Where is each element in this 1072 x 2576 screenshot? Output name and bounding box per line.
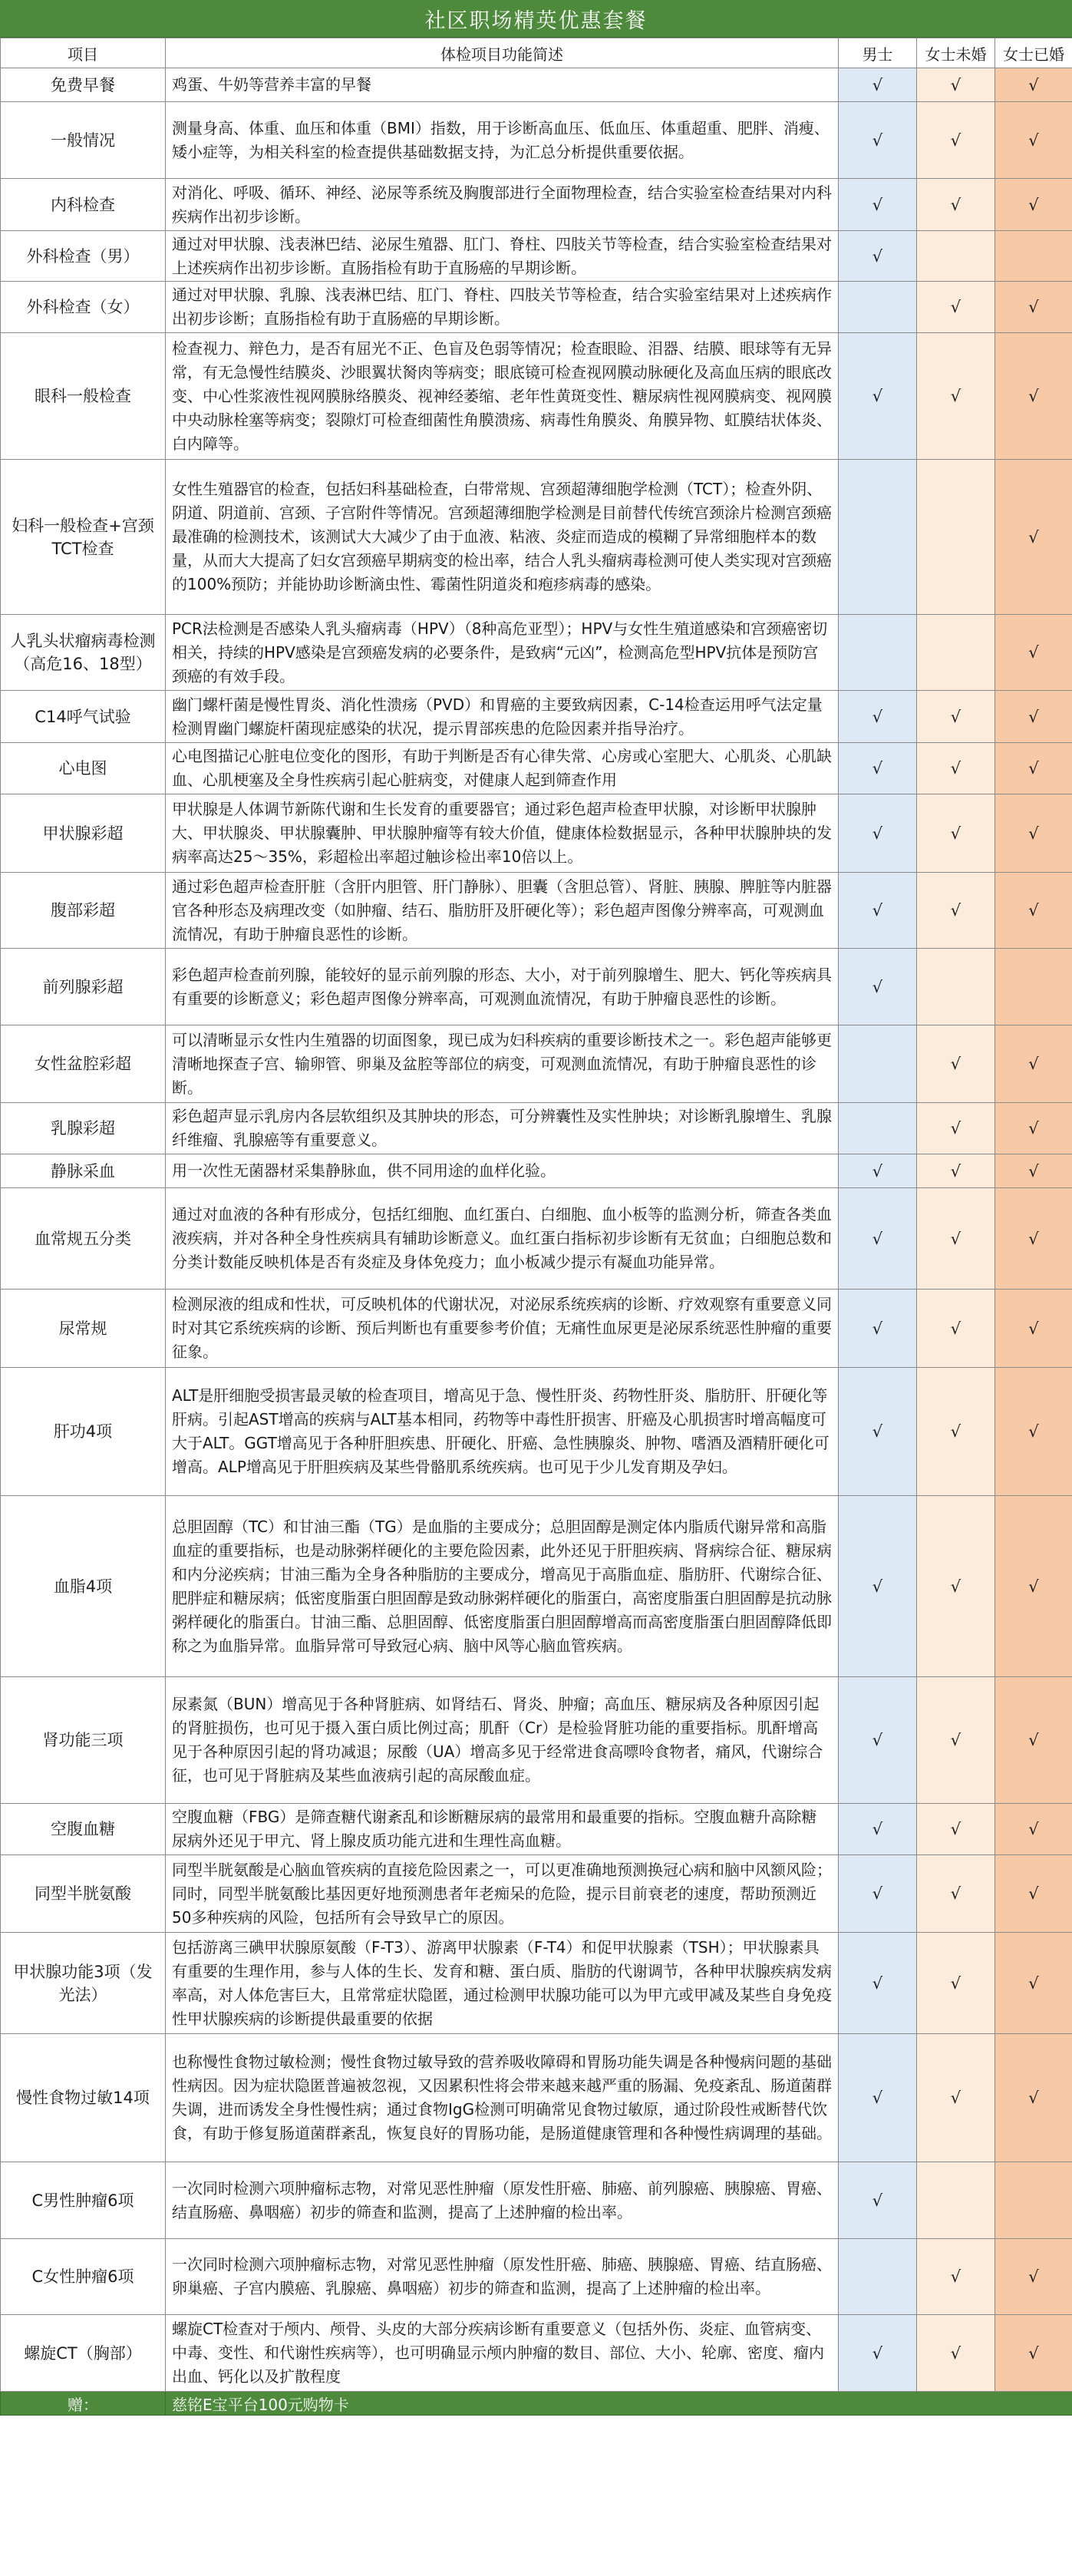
female-single-check: √ xyxy=(917,2034,995,2162)
item-name: 螺旋CT（胸部） xyxy=(1,2315,166,2392)
item-name: 血脂4项 xyxy=(1,1496,166,1677)
table-row xyxy=(1,949,1072,1025)
table-row xyxy=(1,1933,1072,2034)
female-married-check: √ xyxy=(995,743,1072,794)
item-name: 人乳头状瘤病毒检测（高危16、18型） xyxy=(1,615,166,691)
table-row xyxy=(1,2162,1072,2239)
female-married-check: √ xyxy=(995,1290,1072,1368)
female-married-check: √ xyxy=(995,1025,1072,1103)
item-description: 彩色超声检查前列腺，能较好的显示前列腺的形态、大小，对于前列腺增生、肥大、钙化等疾病具有重要的诊断意义；彩色超声图像分辨率高，可观测血流情况，有助于肿瘤良恶性的诊断。 xyxy=(166,949,839,1025)
header-description: 体检项目功能简述 xyxy=(166,38,839,68)
male-check: √ xyxy=(839,2034,917,2162)
female-married-check: √ xyxy=(995,282,1072,333)
female-married-check: √ xyxy=(995,1855,1072,1933)
female-single-check: √ xyxy=(917,1154,995,1188)
female-single-check xyxy=(917,615,995,691)
female-single-check: √ xyxy=(917,1368,995,1496)
gift-label: 赠： xyxy=(1,2392,166,2416)
female-married-check: √ xyxy=(995,2034,1072,2162)
item-description: 鸡蛋、牛奶等营养丰富的早餐 xyxy=(166,68,839,102)
header-female-married: 女士已婚 xyxy=(995,38,1072,68)
item-name: 甲状腺功能3项（发光法） xyxy=(1,1933,166,2034)
item-description: 包括游离三碘甲状腺原氨酸（F-T3）、游离甲状腺素（F-T4）和促甲状腺素（TSH）；甲状腺素具有重要的生理作用，参与人体的生长、发育和糖、蛋白质、脂肪的代谢调节，各种甲状腺疾病发病率高，对人体危害巨大，且常常症状隐匿，通过检测甲状腺功能可以为甲亢或甲减及某些自身免疫性甲状腺疾病的诊断提供最重要的依据 xyxy=(166,1933,839,2034)
item-description: 幽门螺杆菌是慢性胃炎、消化性溃疡（PVD）和胃癌的主要致病因素，C-14检查运用呼气法定量检测胃幽门螺旋杆菌现症感染的状况，提示胃部疾患的危险因素并指导治疗。 xyxy=(166,691,839,743)
female-single-check: √ xyxy=(917,333,995,460)
female-single-check: √ xyxy=(917,743,995,794)
gift-row xyxy=(1,2392,1072,2416)
item-name: 心电图 xyxy=(1,743,166,794)
female-single-check xyxy=(917,2162,995,2239)
female-married-check: √ xyxy=(995,1496,1072,1677)
male-check: √ xyxy=(839,1154,917,1188)
female-married-check: √ xyxy=(995,1368,1072,1496)
male-check xyxy=(839,282,917,333)
male-check: √ xyxy=(839,102,917,179)
male-check xyxy=(839,2239,917,2315)
male-check xyxy=(839,1103,917,1154)
female-married-check xyxy=(995,2162,1072,2239)
female-married-check: √ xyxy=(995,179,1072,231)
item-name: 内科检查 xyxy=(1,179,166,231)
table-row xyxy=(1,1103,1072,1154)
male-check: √ xyxy=(839,68,917,102)
item-description: ALT是肝细胞受损害最灵敏的检查项目，增高见于急、慢性肝炎、药物性肝炎、脂肪肝、肝硬化等肝病。引起AST增高的疾病与ALT基本相同，药物等中毒性肝损害、肝癌及心肌损害时增高幅度可大于ALT。GGT增高见于各种肝胆疾患、肝硬化、肝癌、急性胰腺炎、肿物、嗜酒及酒精肝硬化可增高。ALP增高见于肝胆疾病及某些骨骼肌系统疾病。也可见于少儿发育期及孕妇。 xyxy=(166,1368,839,1496)
table-row xyxy=(1,794,1072,873)
female-married-check: √ xyxy=(995,873,1072,949)
item-description: 通过对甲状腺、浅表淋巴结、泌尿生殖器、肛门、脊柱、四肢关节等检查，结合实验室检查结果对上述疾病作出初步诊断。直肠指检有助于直肠癌的早期诊断。 xyxy=(166,231,839,282)
item-description: 同型半胱氨酸是心脑血管疾病的直接危险因素之一，可以更准确地预测换冠心病和脑中风额风险；同时，同型半胱氨酸比基因更好地预测患者年老痴呆的危险，提示目前衰老的速度，帮助预测近50多种疾病的风险，包括所有会导致早亡的原因。 xyxy=(166,1855,839,1933)
female-single-check: √ xyxy=(917,691,995,743)
female-married-check: √ xyxy=(995,691,1072,743)
table-row xyxy=(1,460,1072,615)
item-description: 女性生殖器官的检查，包括妇科基础检查，白带常规、宫颈超薄细胞学检测（TCT）；检查外阴、阴道、阴道前、宫颈、子宫附件等情况。宫颈超薄细胞学检测是目前替代传统宫颈涂片检测宫颈癌最准确的检测技术，该测试大大减少了由于血液、粘液、炎症而造成的模糊了异常细胞样本的数量，从而大大提高了妇女宫颈癌早期病变的检出率，结合人乳头瘤病毒检测可使人类实现对宫颈癌的100%预防；并能协助诊断滴虫性、霉菌性阴道炎和疱疹病毒的感染。 xyxy=(166,460,839,615)
table-row xyxy=(1,1188,1072,1290)
female-single-check: √ xyxy=(917,1188,995,1290)
female-single-check: √ xyxy=(917,873,995,949)
table-row xyxy=(1,1855,1072,1933)
male-check: √ xyxy=(839,1933,917,2034)
item-description: 彩色超声显示乳房内各层软组织及其肿块的形态，可分辨囊性及实性肿块；对诊断乳腺增生、乳腺纤维瘤、乳腺癌等有重要意义。 xyxy=(166,1103,839,1154)
female-married-check xyxy=(995,949,1072,1025)
item-description: 检测尿液的组成和性状，可反映机体的代谢状况，对泌尿系统疾病的诊断、疗效观察有重要意义同时对其它系统疾病的诊断、预后判断也有重要参考价值；无痛性血尿更是泌尿系统恶性肿瘤的重要征象。 xyxy=(166,1290,839,1368)
table-row xyxy=(1,2034,1072,2162)
table-row xyxy=(1,282,1072,333)
female-single-check xyxy=(917,949,995,1025)
female-single-check: √ xyxy=(917,179,995,231)
item-description: 也称慢性食物过敏检测；慢性食物过敏导致的营养吸收障碍和胃肠功能失调是各种慢病问题的基础性病因。因为症状隐匿普遍被忽视，又因累积性将会带来越来越严重的肠漏、免疫紊乱、肠道菌群失调，进而诱发全身性慢性病；通过食物IgG检测可明确常见食物过敏原，通过阶段性戒断替代饮食，有助于修复肠道菌群紊乱，恢复良好的胃肠功能，是肠道健康管理和各种慢性病调理的基础。 xyxy=(166,2034,839,2162)
table-row xyxy=(1,179,1072,231)
item-description: 对消化、呼吸、循环、神经、泌尿等系统及胸腹部进行全面物理检查，结合实验室检查结果对内科疾病作出初步诊断。 xyxy=(166,179,839,231)
table-row xyxy=(1,102,1072,179)
male-check: √ xyxy=(839,1855,917,1933)
table-row xyxy=(1,1496,1072,1677)
male-check: √ xyxy=(839,1290,917,1368)
female-single-check: √ xyxy=(917,282,995,333)
item-name: 甲状腺彩超 xyxy=(1,794,166,873)
item-name: 静脉采血 xyxy=(1,1154,166,1188)
item-name: 肝功4项 xyxy=(1,1368,166,1496)
male-check: √ xyxy=(839,1804,917,1855)
female-married-check: √ xyxy=(995,2239,1072,2315)
table-row xyxy=(1,1025,1072,1103)
table-row xyxy=(1,615,1072,691)
table-header-row xyxy=(1,38,1072,68)
item-description: 一次同时检测六项肿瘤标志物，对常见恶性肿瘤（原发性肝癌、肺癌、胰腺癌、胃癌、结直肠癌、卵巢癌、子宫内膜癌、乳腺癌、鼻咽癌）初步的筛查和监测，提高了上述肿瘤的检出率。 xyxy=(166,2239,839,2315)
female-married-check: √ xyxy=(995,102,1072,179)
header-female-single: 女士未婚 xyxy=(917,38,995,68)
item-name: 眼科一般检查 xyxy=(1,333,166,460)
table-row xyxy=(1,2315,1072,2392)
male-check xyxy=(839,615,917,691)
item-name: 血常规五分类 xyxy=(1,1188,166,1290)
male-check: √ xyxy=(839,873,917,949)
item-name: 乳腺彩超 xyxy=(1,1103,166,1154)
table-row xyxy=(1,2239,1072,2315)
female-married-check: √ xyxy=(995,1677,1072,1804)
item-description: 空腹血糖（FBG）是筛查糖代谢紊乱和诊断糖尿病的最常用和最重要的指标。空腹血糖升高除糖尿病外还见于甲亢、肾上腺皮质功能亢进和生理性高血糖。 xyxy=(166,1804,839,1855)
female-married-check: √ xyxy=(995,2315,1072,2392)
item-name: 空腹血糖 xyxy=(1,1804,166,1855)
female-single-check: √ xyxy=(917,1677,995,1804)
female-single-check: √ xyxy=(917,2239,995,2315)
male-check: √ xyxy=(839,2315,917,2392)
item-name: C男性肿瘤6项 xyxy=(1,2162,166,2239)
female-married-check: √ xyxy=(995,1154,1072,1188)
female-single-check: √ xyxy=(917,2315,995,2392)
male-check: √ xyxy=(839,179,917,231)
female-married-check xyxy=(995,231,1072,282)
item-description: 通过对血液的各种有形成分，包括红细胞、血红蛋白、白细胞、血小板等的监测分析，筛查各类血液疾病，并对各种全身性疾病具有辅助诊断意义。血红蛋白指标初步诊断有无贫血；白细胞总数和分类计数能反映机体是否有炎症及身体免疫力；血小板减少提示有凝血功能异常。 xyxy=(166,1188,839,1290)
female-married-check: √ xyxy=(995,794,1072,873)
package-table xyxy=(0,38,1072,2416)
female-married-check: √ xyxy=(995,615,1072,691)
item-description: 甲状腺是人体调节新陈代谢和生长发育的重要器官；通过彩色超声检查甲状腺，对诊断甲状腺肿大、甲状腺炎、甲状腺囊肿、甲状腺肿瘤等有较大价值，健康体检数据显示，各种甲状腺肿块的发病率高达25～35%，彩超检出率超过触诊检出率10倍以上。 xyxy=(166,794,839,873)
female-single-check xyxy=(917,460,995,615)
male-check: √ xyxy=(839,1368,917,1496)
male-check: √ xyxy=(839,231,917,282)
item-name: 同型半胱氨酸 xyxy=(1,1855,166,1933)
male-check xyxy=(839,1025,917,1103)
table-row xyxy=(1,333,1072,460)
table-row xyxy=(1,743,1072,794)
female-single-check: √ xyxy=(917,68,995,102)
item-name: 腹部彩超 xyxy=(1,873,166,949)
table-row xyxy=(1,691,1072,743)
female-single-check: √ xyxy=(917,1855,995,1933)
item-description: PCR法检测是否感染人乳头瘤病毒（HPV）（8种高危亚型）；HPV与女性生殖道感染和宫颈癌密切相关，持续的HPV感染是宫颈癌发病的必要条件，是致病“元凶”，检测高危型HPV抗体是预防宫颈癌的有效手段。 xyxy=(166,615,839,691)
female-single-check: √ xyxy=(917,794,995,873)
item-description: 可以清晰显示女性内生殖器的切面图象，现已成为妇科疾病的重要诊断技术之一。彩色超声能够更清晰地探查子宫、输卵管、卵巢及盆腔等部位的病变，可观测血流情况，有助于肿瘤良恶性的诊断。 xyxy=(166,1025,839,1103)
item-name: 女性盆腔彩超 xyxy=(1,1025,166,1103)
female-married-check: √ xyxy=(995,460,1072,615)
item-description: 检查视力、辩色力，是否有屈光不正、色盲及色弱等情况；检查眼睑、泪器、结膜、眼球等有无异常，有无急慢性结膜炎、沙眼翼状胬肉等病变；眼底镜可检查视网膜动脉硬化及高血压病的眼底改变、中心性浆液性视网膜脉络膜炎、视神经萎缩、老年性黄斑变性、糖尿病性视网膜病变、视网膜中央动脉栓塞等病变；裂隙灯可检查细菌性角膜溃疡、病毒性角膜炎、角膜异物、虹膜结状体炎、白内障等。 xyxy=(166,333,839,460)
item-name: 慢性食物过敏14项 xyxy=(1,2034,166,2162)
item-description: 总胆固醇（TC）和甘油三酯（TG）是血脂的主要成分；总胆固醇是测定体内脂质代谢异常和高脂血症的重要指标，也是动脉粥样硬化的主要危险因素，此外还见于肝胆疾病、肾病综合征、糖尿病和内分泌疾病；甘油三酯为全身各种脂肪的主要成分，增高见于高脂血症、脂肪肝、代谢综合征、肥胖症和糖尿病；低密度脂蛋白胆固醇是致动脉粥样硬化的脂蛋白，高密度脂蛋白胆固醇是抗动脉粥样硬化的脂蛋白。甘油三酯、总胆固醇、低密度脂蛋白胆固醇增高而高密度脂蛋白胆固醇降低即称之为血脂异常。血脂异常可导致冠心病、脑中风等心脑血管疾病。 xyxy=(166,1496,839,1677)
female-single-check: √ xyxy=(917,1804,995,1855)
table-row xyxy=(1,1804,1072,1855)
item-name: C14呼气试验 xyxy=(1,691,166,743)
female-single-check: √ xyxy=(917,1496,995,1677)
table-row xyxy=(1,1368,1072,1496)
header-male: 男士 xyxy=(839,38,917,68)
table-row xyxy=(1,1154,1072,1188)
item-name: C女性肿瘤6项 xyxy=(1,2239,166,2315)
female-married-check: √ xyxy=(995,1188,1072,1290)
item-name: 妇科一般检查+宫颈TCT检查 xyxy=(1,460,166,615)
female-married-check: √ xyxy=(995,1103,1072,1154)
female-married-check: √ xyxy=(995,333,1072,460)
item-description: 心电图描记心脏电位变化的图形，有助于判断是否有心律失常、心房或心室肥大、心肌炎、心肌缺血、心肌梗塞及全身性疾病引起心脏病变，对健康人起到筛查作用 xyxy=(166,743,839,794)
item-description: 用一次性无菌器材采集静脉血，供不同用途的血样化验。 xyxy=(166,1154,839,1188)
item-description: 测量身高、体重、血压和体重（BMI）指数，用于诊断高血压、低血压、体重超重、肥胖、消瘦、矮小症等，为相关科室的检查提供基础数据支持，为汇总分析提供重要依据。 xyxy=(166,102,839,179)
male-check: √ xyxy=(839,2162,917,2239)
female-married-check: √ xyxy=(995,1933,1072,2034)
male-check: √ xyxy=(839,743,917,794)
male-check: √ xyxy=(839,691,917,743)
table-row xyxy=(1,873,1072,949)
header-item: 项目 xyxy=(1,38,166,68)
item-description: 通过对甲状腺、乳腺、浅表淋巴结、肛门、脊柱、四肢关节等检查，结合实验室结果对上述疾病作出初步诊断；直肠指检有助于直肠癌的早期诊断。 xyxy=(166,282,839,333)
item-description: 螺旋CT检查对于颅内、颅骨、头皮的大部分疾病诊断有重要意义（包括外伤、炎症、血管病变、中毒、变性、和代谢性疾病等），也可明确显示颅内肿瘤的数目、部位、大小、轮廓、密度、瘤内出血、钙化以及扩散程度 xyxy=(166,2315,839,2392)
male-check: √ xyxy=(839,794,917,873)
female-single-check: √ xyxy=(917,102,995,179)
item-name: 前列腺彩超 xyxy=(1,949,166,1025)
male-check: √ xyxy=(839,1188,917,1290)
item-description: 通过彩色超声检查肝脏（含肝内胆管、肝门静脉）、胆囊（含胆总管）、肾脏、胰腺、脾脏等内脏器官各种形态及病理改变（如肿瘤、结石、脂肪肝及肝硬化等）；彩色超声图像分辨率高，可观测血流情况，有助于肿瘤良恶性的诊断。 xyxy=(166,873,839,949)
male-check: √ xyxy=(839,1496,917,1677)
item-name: 免费早餐 xyxy=(1,68,166,102)
female-single-check: √ xyxy=(917,1290,995,1368)
male-check: √ xyxy=(839,949,917,1025)
table-row xyxy=(1,231,1072,282)
item-description: 尿素氮（BUN）增高见于各种肾脏病、如肾结石、肾炎、肿瘤；高血压、糖尿病及各种原因引起的肾脏损伤，也可见于摄入蛋白质比例过高；肌酐（Cr）是检验肾脏功能的重要指标。肌酐增高见于各种原因引起的肾功减退；尿酸（UA）增高多见于经常进食高嘌呤食物者，痛风，代谢综合征，也可见于肾脏病及某些血液病引起的高尿酸血症。 xyxy=(166,1677,839,1804)
item-name: 外科检查（女） xyxy=(1,282,166,333)
female-single-check: √ xyxy=(917,1025,995,1103)
package-title: 社区职场精英优惠套餐 xyxy=(0,0,1072,38)
item-description: 一次同时检测六项肿瘤标志物，对常见恶性肿瘤（原发性肝癌、肺癌、前列腺癌、胰腺癌、胃癌、结直肠癌、鼻咽癌）初步的筛查和监测，提高了上述肿瘤的检出率。 xyxy=(166,2162,839,2239)
item-name: 尿常规 xyxy=(1,1290,166,1368)
item-name: 肾功能三项 xyxy=(1,1677,166,1804)
table-row xyxy=(1,1290,1072,1368)
table-row xyxy=(1,68,1072,102)
female-married-check: √ xyxy=(995,1804,1072,1855)
female-single-check: √ xyxy=(917,1933,995,2034)
item-name: 外科检查（男） xyxy=(1,231,166,282)
table-row xyxy=(1,1677,1072,1804)
male-check: √ xyxy=(839,333,917,460)
female-single-check: √ xyxy=(917,1103,995,1154)
item-name: 一般情况 xyxy=(1,102,166,179)
female-married-check: √ xyxy=(995,68,1072,102)
female-single-check xyxy=(917,231,995,282)
male-check xyxy=(839,460,917,615)
male-check: √ xyxy=(839,1677,917,1804)
gift-text: 慈铭E宝平台100元购物卡 xyxy=(166,2392,1072,2416)
